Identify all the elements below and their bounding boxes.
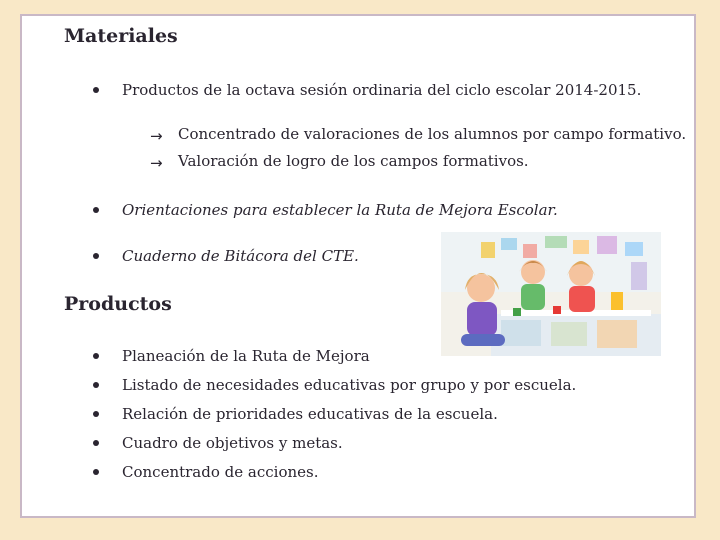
bullet-icon (93, 411, 99, 417)
bullet-icon (93, 382, 99, 388)
productos-item-1: Planeación de la Ruta de Mejora (122, 347, 370, 365)
bullet-icon (93, 253, 99, 259)
productos-heading: Productos (64, 293, 172, 315)
children-painting-photo (441, 232, 661, 356)
materiales-item-3: Cuaderno de Bitácora del CTE. (122, 247, 359, 261)
bullet-icon (93, 207, 99, 213)
productos-item-3: Relación de prioridades educativas de la escuela. (122, 405, 498, 423)
arrow-right-icon: → (150, 127, 163, 145)
materiales-subitem-1: Concentrado de valoraciones de los alumnos por campo formativo. (178, 125, 687, 143)
bullet-icon (93, 440, 99, 446)
bullet-icon (93, 469, 99, 475)
materiales-item-1: Productos de la octava sesión ordinaria del ciclo escolar 2014-2015. (122, 81, 642, 99)
productos-item-2: Listado de necesidades educativas por grupo y por escuela. (122, 376, 577, 394)
materiales-heading: Materiales (64, 25, 178, 47)
slide (20, 14, 696, 518)
materiales-item-2: Orientaciones para establecer la Ruta de Mejora Escolar. (122, 201, 558, 219)
bullet-icon (93, 87, 99, 93)
productos-item-5: Concentrado de acciones. (122, 463, 319, 481)
productos-item-4: Cuadro de objetivos y metas. (122, 434, 343, 452)
bullet-icon (93, 353, 99, 359)
materiales-subitem-2: Valoración de logro de los campos formativos. (178, 152, 529, 170)
arrow-right-icon: → (150, 154, 163, 172)
